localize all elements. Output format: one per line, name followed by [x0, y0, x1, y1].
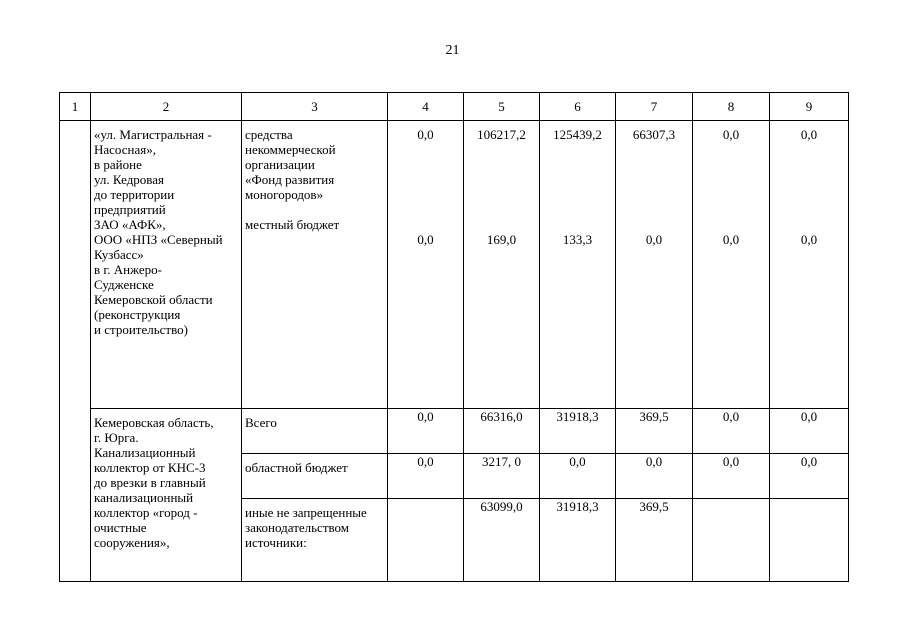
- object-cell: [91, 409, 242, 582]
- column-header: 6: [540, 93, 616, 121]
- column-header: 3: [242, 93, 388, 121]
- value: 0,0: [722, 127, 740, 142]
- object-line: Судженске: [94, 277, 154, 292]
- source-line: некоммерческой: [245, 142, 336, 157]
- header-row: [60, 93, 849, 121]
- object-line: коллектор от КНС-3: [94, 460, 206, 475]
- value-cell: [464, 121, 540, 409]
- value: 0,0: [800, 127, 818, 142]
- budget-table: [59, 92, 849, 582]
- object-line: до территории: [94, 187, 175, 202]
- value: 0,0: [388, 454, 464, 499]
- source-line: Всего: [245, 415, 277, 430]
- column-header: 1: [60, 93, 91, 121]
- object-line: до врезки в главный: [94, 475, 206, 490]
- source-line: средства: [245, 127, 293, 142]
- object-line: Кузбасс»: [94, 247, 144, 262]
- value: 125439,2: [553, 127, 602, 142]
- value: [693, 499, 770, 582]
- value-cell: [616, 121, 693, 409]
- value: 169,0: [486, 232, 517, 247]
- source-line: моногородов»: [245, 187, 324, 202]
- source-cell: [242, 499, 388, 582]
- value: 0,0: [417, 127, 434, 142]
- value-cell: [388, 121, 464, 409]
- source-line: иные не запрещенные: [245, 505, 367, 520]
- value: 0,0: [417, 232, 434, 247]
- object-line: и строительство): [94, 322, 188, 337]
- source-cell: [242, 454, 388, 499]
- value: 0,0: [770, 409, 849, 454]
- object-line: сооружения»,: [94, 535, 170, 550]
- value: 369,5: [616, 499, 693, 582]
- page-number: 21: [445, 43, 460, 58]
- value: 0,0: [693, 409, 770, 454]
- object-line: Кемеровской области: [94, 292, 213, 307]
- source-line: организации: [245, 157, 315, 172]
- value: 0,0: [388, 409, 464, 454]
- table-row: [60, 409, 849, 454]
- object-line: ЗАО «АФК»,: [94, 217, 166, 232]
- value-cell: [540, 121, 616, 409]
- column-header: 2: [91, 93, 242, 121]
- value: 0,0: [722, 232, 740, 247]
- value: 31918,3: [540, 499, 616, 582]
- object-line: предприятий: [94, 202, 166, 217]
- object-line: ООО «НПЗ «Северный: [94, 232, 223, 247]
- value: 3217, 0: [464, 454, 540, 499]
- value: 133,3: [562, 232, 593, 247]
- object-line: ул. Кедровая: [94, 172, 165, 187]
- value: 0,0: [693, 454, 770, 499]
- source-line: «Фонд развития: [245, 172, 335, 187]
- column-header: 4: [388, 93, 464, 121]
- object-line: Канализационный: [94, 445, 196, 460]
- column-header: 7: [616, 93, 693, 121]
- object-cell: [91, 121, 242, 409]
- value: [770, 499, 849, 582]
- value: 0,0: [800, 232, 818, 247]
- object-line: в г. Анжеро-: [94, 262, 163, 277]
- value: 0,0: [770, 454, 849, 499]
- value-cell: [693, 121, 770, 409]
- object-line: (реконструкция: [94, 307, 181, 322]
- value-cell: [770, 121, 849, 409]
- row-number-cell: [60, 121, 91, 582]
- source-line: источники:: [245, 535, 307, 550]
- object-line: в районе: [94, 157, 142, 172]
- value: 66307,3: [632, 127, 676, 142]
- source-cell: [242, 121, 388, 409]
- value: 0,0: [616, 454, 693, 499]
- value: 63099,0: [464, 499, 540, 582]
- value: 106217,2: [477, 127, 526, 142]
- source-line: областной бюджет: [245, 460, 348, 475]
- value: 369,5: [616, 409, 693, 454]
- table-row: [60, 121, 849, 409]
- value: [388, 499, 464, 582]
- column-header: 9: [770, 93, 849, 121]
- object-line: коллектор «город -: [94, 505, 198, 520]
- source-line: законодательством: [245, 520, 350, 535]
- object-line: Насосная»,: [94, 142, 156, 157]
- object-line: канализационный: [94, 490, 194, 505]
- column-header: 5: [464, 93, 540, 121]
- object-line: Кемеровская область,: [94, 415, 214, 430]
- value: 0,0: [645, 232, 663, 247]
- object-line: очистные: [94, 520, 147, 535]
- object-line: г. Юрга.: [94, 430, 139, 445]
- source-cell: [242, 409, 388, 454]
- value: 66316,0: [464, 409, 540, 454]
- object-line: «ул. Магистральная -: [94, 127, 212, 142]
- source-line: местный бюджет: [245, 217, 340, 232]
- value: 31918,3: [540, 409, 616, 454]
- value: 0,0: [540, 454, 616, 499]
- column-header: 8: [693, 93, 770, 121]
